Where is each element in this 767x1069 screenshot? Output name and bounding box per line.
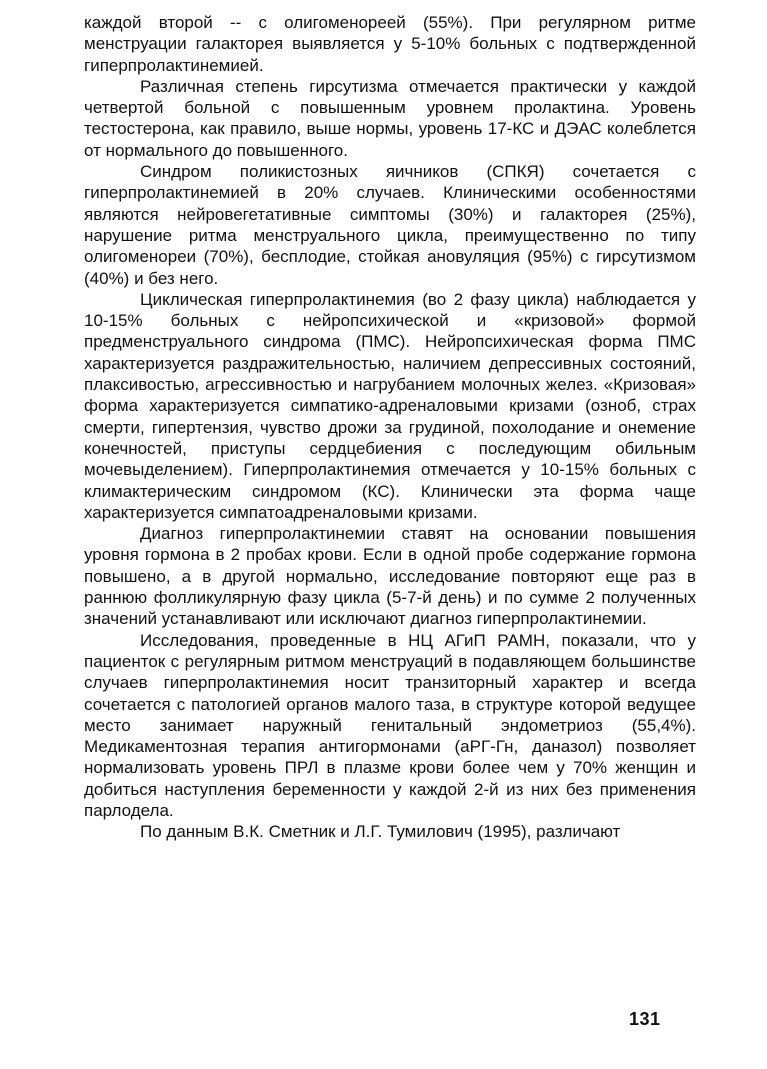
paragraph-pcos: Синдром поликистозных яичников (СПКЯ) сочетается с гиперпролактинемией в 20% случаев. Клиническими особенностями являются нейровегетативные симптомы (30%) и галакторея (25%), нарушение ритма менструального цикла, преимущественно по типу олигоменореи (70%), бесплодие, стойкая ановуляция (95%) с гирсутизмом (40%) и без него. [84, 162, 696, 288]
page-number: 131 [629, 1009, 661, 1029]
page-body [84, 12, 696, 843]
paragraph-cyclic-hyperprolactinemia: Циклическая гиперпролактинемия (во 2 фазу цикла) наблюдается у 10-15% больных с нейропсихической и «кризовой» формой предменструального синдрома (ПМС). Нейропсихическая форма ПМС характеризуется раздражительностью, наличием депрессивных состояний, плаксивостью, агрессивностью и нагрубанием молочных желез. «Кризовая» форма характеризуется симпатико-адреналовыми кризами (озноб, страх смерти, гипертензия, чувство дрожи за грудиной, похолодание и онемение конечностей, приступы сердцебиения с последующим обильным мочевыделением). Гиперпролактинемия отмечается у 10-15% больных с климактерическим синдромом (КС). Клинически эта форма чаще характеризуется симпатоадреналовыми кризами. [84, 289, 696, 522]
paragraph-diagnosis: Диагноз гиперпролактинемии ставят на основании повышения уровня гормона в 2 пробах крови. Если в одной пробе содержание гормона повышено, а в другой нормально, исследование повторяют еще раз в раннюю фолликулярную фазу цикла (5-7-й день) и по сумме 2 полученных значений устанавливают или исключают диагноз гиперпролактинемии. [84, 524, 696, 629]
paragraph-classification-intro: По данным В.К. Сметник и Л.Г. Тумилович (1995), различают [140, 822, 621, 842]
paragraph-hirsutism: Различная степень гирсутизма отмечается практически у каждой четвертой больной с повышенным уровнем пролактина. Уровень тестостерона, как правило, выше нормы, уровень 17-КС и ДЭАС колеблется от нормального до повышенного. [84, 76, 696, 160]
paragraph-continuation: каждой второй -- с олигоменореей (55%). При регулярном ритме менструации галакторея выявляется у 5-10% больных с подтвержденной гиперпролактинемией. [84, 13, 696, 75]
paragraph-research: Исследования, проведенные в НЦ АГиП РАМН, показали, что у пациенток с регулярным ритмом менструаций в подавляющем большинстве случаев гиперпролактинемия носит транзиторный характер и всегда сочетается с патологией органов малого таза, в структуре которой ведущее место занимает наружный генитальный эндометриоз (55,4%). Медикаментозная терапия антигормонами (аРГ-Гн, даназол) позволяет нормализовать уровень ПРЛ в плазме крови более чем у 70% женщин и добиться наступления беременности у каждой 2-й из них без применения парлодела. [84, 630, 696, 820]
